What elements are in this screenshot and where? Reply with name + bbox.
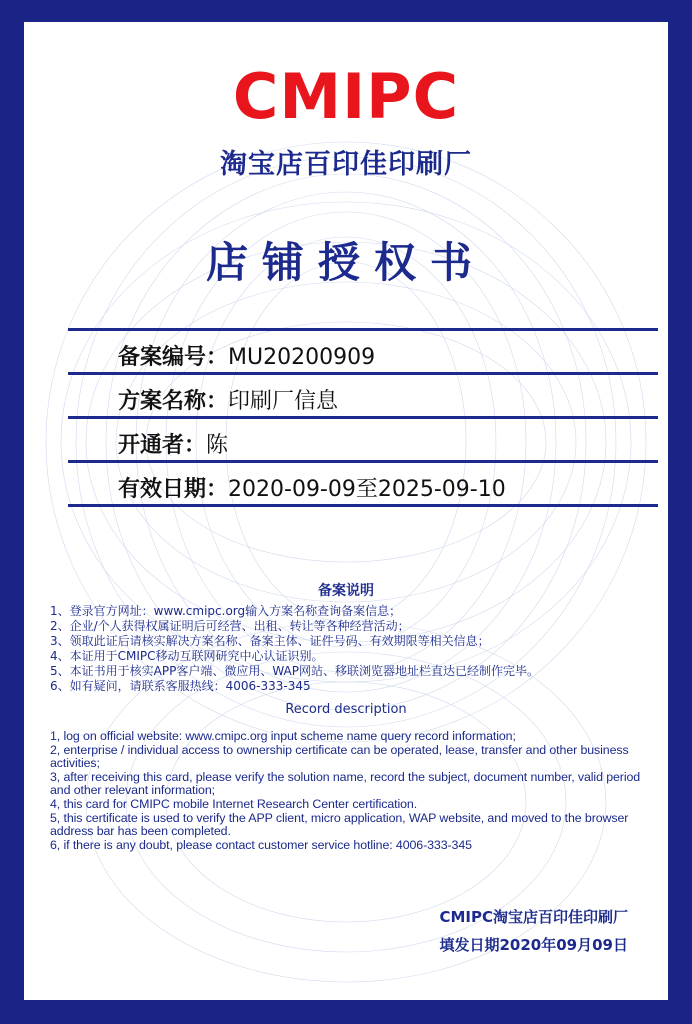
note-en-item: 2, enterprise / individual access to ownership certificate can be operated, lease, transfer and other business activities; bbox=[50, 742, 629, 771]
field-label: 方案名称： bbox=[118, 389, 229, 414]
field-value: 2020-09-09至2025-09-10 bbox=[228, 477, 506, 502]
record-description-title: Record description bbox=[285, 702, 407, 717]
note-en-item: 6, if there is any doubt, please contact customer service hotline: 4006-333-345 bbox=[50, 837, 472, 852]
issuer-name: CMIPC淘宝店百印佳印刷厂 bbox=[439, 908, 628, 926]
note-cn-item: 6、如有疑问，请联系客服热线：4006-333-345 bbox=[50, 679, 311, 693]
issue-date: 填发日期2020年09月09日 bbox=[439, 936, 628, 954]
field-label: 有效日期： bbox=[118, 477, 229, 502]
field-value: 陈 bbox=[206, 433, 229, 458]
divider-line bbox=[68, 460, 658, 463]
note-cn-item: 5、本证书用于核实APP客户端、微应用、WAP网站、移联浏览器地址栏直达已经制作完毕。 bbox=[50, 664, 539, 678]
note-en-item: 3, after receiving this card, please verify the solution name, record the subject, document number, valid period and other relevant information; bbox=[50, 769, 641, 798]
note-cn-item: 1、登录官方网址：www.cmipc.org输入方案名称查询备案信息； bbox=[50, 604, 402, 618]
note-cn-item: 2、企业/个人获得权属证明后可经营、出租、转让等各种经营活动； bbox=[50, 619, 410, 633]
field-opener bbox=[118, 428, 228, 459]
divider-line bbox=[68, 328, 658, 331]
notes-en-list bbox=[50, 730, 660, 852]
field-valid-period bbox=[118, 472, 506, 503]
certificate-sheet bbox=[24, 22, 668, 1000]
note-en-item: 5, this certificate is used to verify the APP client, micro application, WAP website, and moved to the browser address bar has been completed. bbox=[50, 810, 629, 839]
field-scheme-name bbox=[118, 384, 338, 415]
store-name: 淘宝店百印佳印刷厂 bbox=[220, 149, 472, 180]
field-label: 备案编号： bbox=[118, 345, 229, 370]
divider-line bbox=[68, 416, 658, 419]
divider-line bbox=[68, 504, 658, 507]
note-cn-item: 4、本证用于CMIPC移动互联网研究中心认证识别。 bbox=[50, 649, 324, 663]
note-cn-item: 3、领取此证后请核实解决方案名称、备案主体、证件号码、有效期限等相关信息； bbox=[50, 634, 490, 648]
notes-cn-list bbox=[50, 604, 650, 694]
field-value: MU20200909 bbox=[228, 345, 376, 370]
field-label: 开通者： bbox=[118, 433, 207, 458]
note-en-item: 1, log on official website: www.cmipc.org input scheme name query record information; bbox=[50, 729, 516, 743]
field-value: 印刷厂信息 bbox=[228, 389, 339, 414]
field-record-number bbox=[118, 340, 375, 371]
cmipc-logo: CMIPC bbox=[232, 60, 460, 133]
divider-line bbox=[68, 372, 658, 375]
notes-title: 备案说明 bbox=[318, 583, 374, 599]
document-title: 店铺授权书 bbox=[205, 238, 486, 287]
note-en-item: 4, this card for CMIPC mobile Internet Research Center certification. bbox=[50, 796, 418, 811]
